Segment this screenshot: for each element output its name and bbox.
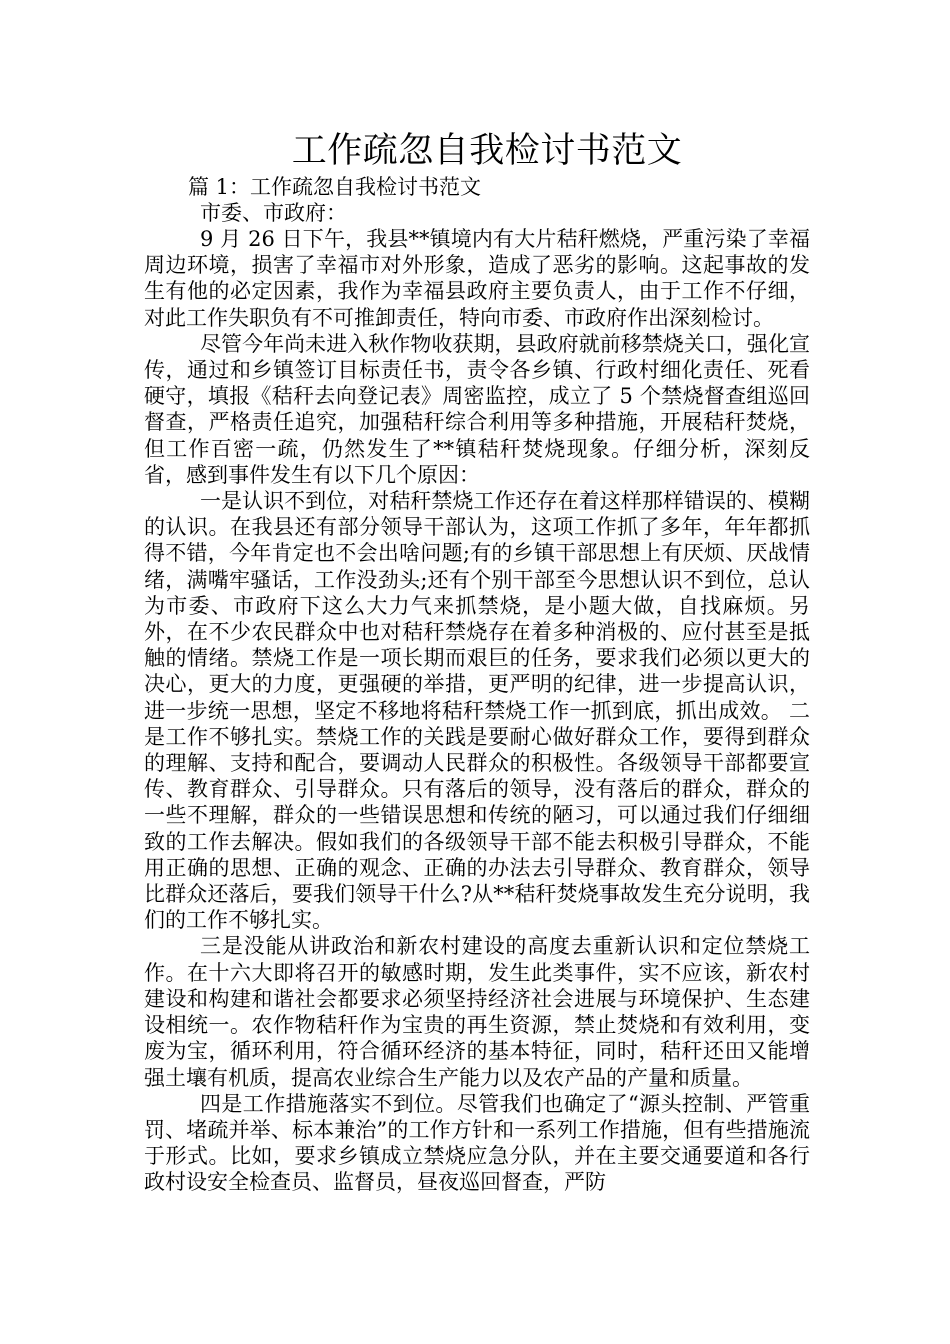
paragraph: 一是认识不到位，对秸秆禁烧工作还存在着这样那样错误的、模糊的认识。在我县还有部分领导干部认为，这项工作抓了多年，年年都抓得不错，今年肯定也不会出啥问题;有的乡镇干部思想上有厌烦、厌战情绪，满嘴牢骚话，工作没劲头;还有个别干部至今思想认识不到位，总认为市委、市政府下这么大力气来抓禁烧，是小题大做，自找麻烦。另外，在不少农民群众中也对秸秆禁烧存在着多种消极的、应付甚至是抵触的情绪。禁烧工作是一项长期而艰巨的任务，要求我们必须以更大的决心，更大的力度，更强硬的举措，更严明的纪律，进一步提高认识，进一步统一思想，坚定不移地将秸秆禁烧工作一抓到底，抓出成效。 二是工作不够扎实。禁烧工作的关践是要耐心做好群众工作，要得到群众的理解、支持和配合，要调动人民群众的积极性。各级领导干部都要宣传、教育群众、引导群众。只有落后的领导，没有落后的群众，群众的一些不理解，群众的一些错误思想和传统的陋习，可以通过我们仔细细致的工作去解决。假如我们的各级领导干部不能去积极引导群众，不能用正确的思想、正确的观念、正确的办法去引导群众、教育群众，领导比群众还落后，要我们领导干什么?从**秸秆焚烧事故发生充分说明，我们的工作不够扎实。 — [144, 489, 810, 933]
salutation: 市委、市政府： — [200, 201, 347, 225]
paragraph: 四是工作措施落实不到位。尽管我们也确定了“源头控制、严管重罚、堵疏并举、标本兼治”的工作方针和一系列工作措施，但有些措施流于形式。比如，要求乡镇成立禁烧应急分队，并在主要交通要道和各行政村设安全检查员、监督员，昼夜巡回督查，严防 — [144, 1091, 810, 1195]
document-title: 工作疏忽自我检讨书范文 — [291, 131, 683, 171]
paragraph: 三是没能从讲政治和新农村建设的高度去重新认识和定位禁烧工作。在十六大即将召开的敏感时期，发生此类事件，实不应该，新农村建设和构建和谐社会都要求必须坚持经济社会进展与环境保护、生态建设相统一。农作物秸秆作为宝贵的再生资源，禁止焚烧和有效利用，变废为宝，循环利用，符合循环经济的基本特征，同时，秸秆还田又能增强土壤有机质，提高农业综合生产能力以及农产品的产量和质量。 — [144, 934, 810, 1090]
document-subtitle: 篇 1：工作疏忽自我检讨书范文 — [188, 175, 482, 199]
paragraph: 9 月 26 日下午，我县**镇境内有大片秸秆燃烧，严重污染了幸福周边环境，损害了幸福市对外形象，造成了恶劣的影响。这起事故的发生有他的必定因素，我作为幸福县政府主要负责人，由于工作不仔细，对此工作失职负有不可推卸责任，特向市委、市政府作出深刻检讨。 — [144, 227, 810, 330]
document-page — [144, 128, 810, 1196]
paragraph: 尽管今年尚未进入秋作物收获期，县政府就前移禁烧关口，强化宣传，通过和乡镇签订目标责任书，责令各乡镇、行政村细化责任、死看硬守，填报《秸秆去向登记表》周密监控，成立了 5 个禁烧督查组巡回督查，严格责任追究，加强秸秆综合利用等多种措施，开展秸秆焚烧，但工作百密一疏，仍然发生了**镇秸秆焚烧现象。仔细分析，深刻反省，感到事件发生有以下几个原因： — [144, 331, 810, 487]
